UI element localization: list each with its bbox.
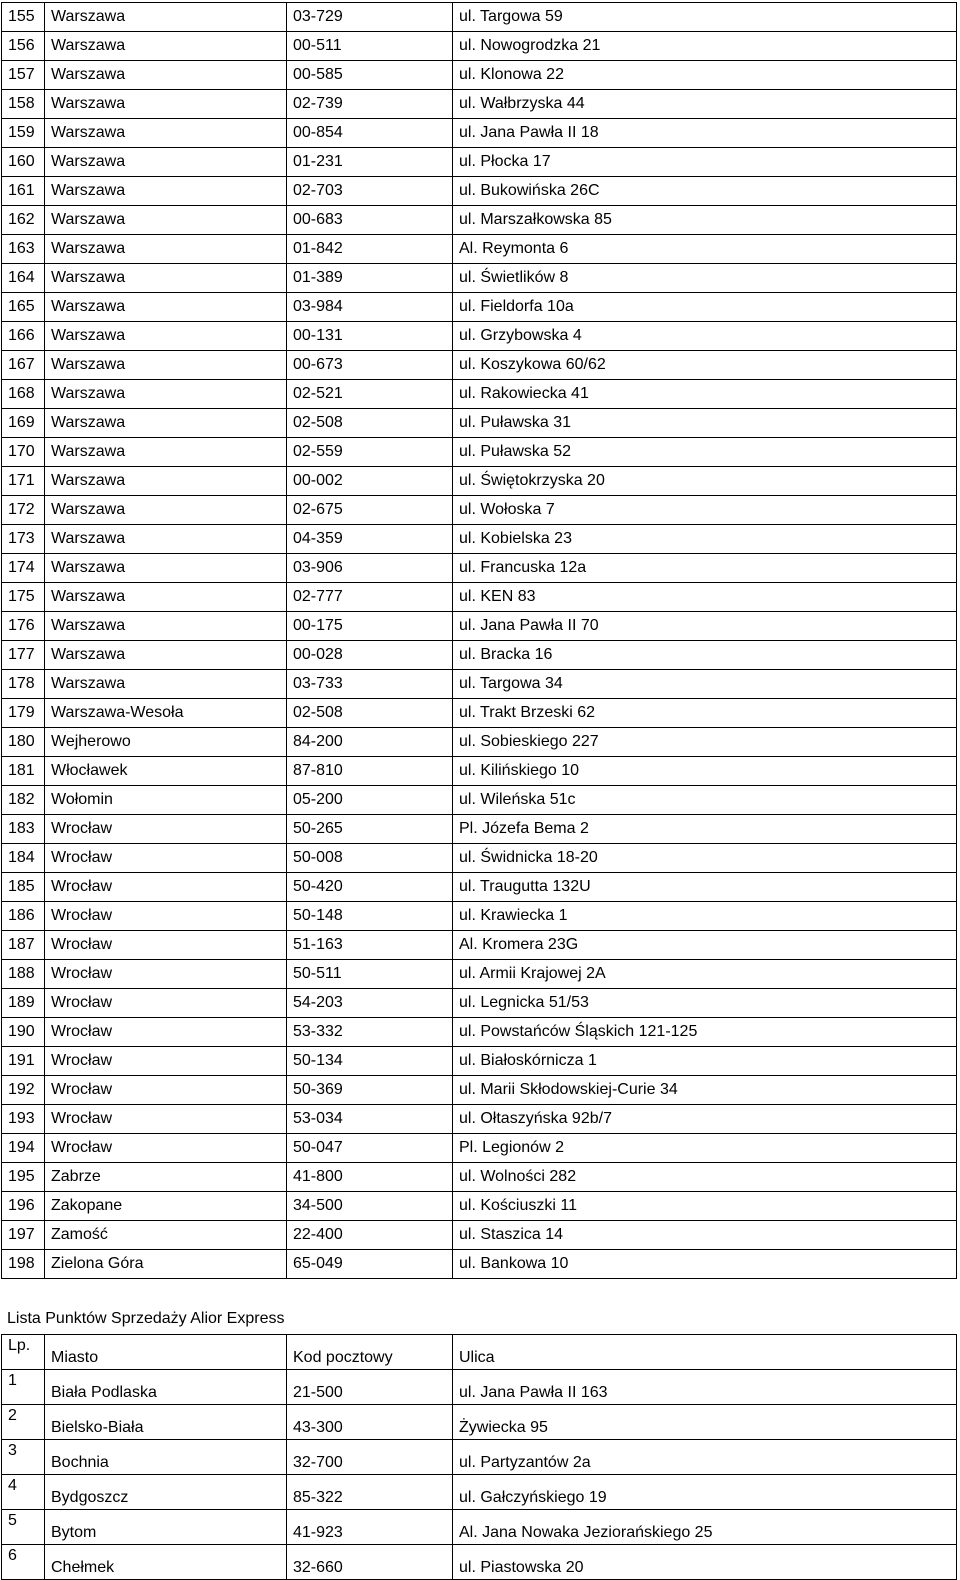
cell-city: Wejherowo — [45, 728, 287, 757]
cell-city: Wrocław — [45, 815, 287, 844]
cell-number: 4 — [2, 1475, 45, 1510]
cell-street: ul. Jana Pawła II 70 — [453, 612, 957, 641]
table-row — [2, 1405, 957, 1440]
cell-city: Warszawa — [45, 61, 287, 90]
table-row — [2, 554, 957, 583]
cell-city: Wrocław — [45, 1018, 287, 1047]
table-row — [2, 931, 957, 960]
table-row — [2, 525, 957, 554]
cell-postal-code: 41-923 — [287, 1510, 453, 1545]
cell-street: Żywiecka 95 — [453, 1405, 957, 1440]
cell-number: 176 — [2, 612, 45, 641]
cell-street: ul. Piastowska 20 — [453, 1545, 957, 1580]
table-row — [2, 467, 957, 496]
cell-street: ul. Puławska 52 — [453, 438, 957, 467]
cell-postal-code: 51-163 — [287, 931, 453, 960]
cell-number: 190 — [2, 1018, 45, 1047]
cell-postal-code: 02-508 — [287, 409, 453, 438]
cell-street: ul. Sobieskiego 227 — [453, 728, 957, 757]
cell-postal-code: 50-420 — [287, 873, 453, 902]
cell-postal-code: 02-508 — [287, 699, 453, 728]
cell-postal-code: 00-002 — [287, 467, 453, 496]
table-row — [2, 786, 957, 815]
header-city: Miasto — [45, 1335, 287, 1370]
table-row — [2, 670, 957, 699]
cell-number: 157 — [2, 61, 45, 90]
cell-number: 182 — [2, 786, 45, 815]
table-row — [2, 1250, 957, 1279]
cell-city: Zakopane — [45, 1192, 287, 1221]
cell-number: 5 — [2, 1510, 45, 1545]
table-row — [2, 641, 957, 670]
cell-postal-code: 50-008 — [287, 844, 453, 873]
cell-number: 167 — [2, 351, 45, 380]
branch-list-body — [2, 3, 957, 1279]
cell-street: ul. Jana Pawła II 163 — [453, 1370, 957, 1405]
cell-city: Warszawa — [45, 670, 287, 699]
cell-number: 1 — [2, 1370, 45, 1405]
cell-number: 184 — [2, 844, 45, 873]
cell-street: ul. Jana Pawła II 18 — [453, 119, 957, 148]
cell-street: ul. Świetlików 8 — [453, 264, 957, 293]
cell-postal-code: 03-733 — [287, 670, 453, 699]
cell-city: Warszawa-Wesoła — [45, 699, 287, 728]
table-row — [2, 1545, 957, 1580]
cell-street: ul. Marii Skłodowskiej-Curie 34 — [453, 1076, 957, 1105]
cell-number: 162 — [2, 206, 45, 235]
cell-street: Pl. Legionów 2 — [453, 1134, 957, 1163]
table-row — [2, 1134, 957, 1163]
cell-number: 197 — [2, 1221, 45, 1250]
table-row — [2, 293, 957, 322]
cell-street: ul. Nowogrodzka 21 — [453, 32, 957, 61]
cell-number: 158 — [2, 90, 45, 119]
cell-number: 195 — [2, 1163, 45, 1192]
cell-city: Wołomin — [45, 786, 287, 815]
cell-city: Wrocław — [45, 1076, 287, 1105]
cell-city: Bytom — [45, 1510, 287, 1545]
table-row — [2, 1047, 957, 1076]
cell-street: Pl. Józefa Bema 2 — [453, 815, 957, 844]
cell-postal-code: 00-511 — [287, 32, 453, 61]
cell-city: Warszawa — [45, 380, 287, 409]
cell-number: 175 — [2, 583, 45, 612]
cell-postal-code: 43-300 — [287, 1405, 453, 1440]
cell-street: ul. Targowa 34 — [453, 670, 957, 699]
cell-postal-code: 32-660 — [287, 1545, 453, 1580]
table-row — [2, 1076, 957, 1105]
table-row — [2, 3, 957, 32]
cell-number: 179 — [2, 699, 45, 728]
cell-postal-code: 22-400 — [287, 1221, 453, 1250]
cell-postal-code: 50-265 — [287, 815, 453, 844]
cell-city: Warszawa — [45, 351, 287, 380]
cell-city: Warszawa — [45, 119, 287, 148]
cell-postal-code: 32-700 — [287, 1440, 453, 1475]
cell-city: Wrocław — [45, 989, 287, 1018]
cell-postal-code: 50-369 — [287, 1076, 453, 1105]
cell-street: ul. Puławska 31 — [453, 409, 957, 438]
cell-street: ul. Grzybowska 4 — [453, 322, 957, 351]
cell-city: Wrocław — [45, 844, 287, 873]
cell-postal-code: 53-332 — [287, 1018, 453, 1047]
header-street: Ulica — [453, 1335, 957, 1370]
cell-street: ul. Białoskórnicza 1 — [453, 1047, 957, 1076]
cell-number: 165 — [2, 293, 45, 322]
cell-city: Bydgoszcz — [45, 1475, 287, 1510]
cell-city: Warszawa — [45, 90, 287, 119]
table-row — [2, 728, 957, 757]
table-row — [2, 32, 957, 61]
cell-number: 164 — [2, 264, 45, 293]
table-row — [2, 496, 957, 525]
cell-postal-code: 65-049 — [287, 1250, 453, 1279]
table-row — [2, 90, 957, 119]
cell-postal-code: 50-148 — [287, 902, 453, 931]
cell-street: ul. Świętokrzyska 20 — [453, 467, 957, 496]
cell-street: ul. Płocka 17 — [453, 148, 957, 177]
branch-list-table — [1, 2, 957, 1279]
cell-postal-code: 02-559 — [287, 438, 453, 467]
table-row — [2, 264, 957, 293]
cell-street: ul. Kobielska 23 — [453, 525, 957, 554]
cell-postal-code: 03-729 — [287, 3, 453, 32]
cell-city: Wrocław — [45, 873, 287, 902]
table-row — [2, 1163, 957, 1192]
cell-city: Warszawa — [45, 3, 287, 32]
cell-postal-code: 85-322 — [287, 1475, 453, 1510]
cell-street: ul. Kościuszki 11 — [453, 1192, 957, 1221]
cell-street: ul. Francuska 12a — [453, 554, 957, 583]
cell-street: ul. Świdnicka 18-20 — [453, 844, 957, 873]
cell-street: ul. Trakt Brzeski 62 — [453, 699, 957, 728]
table-row — [2, 351, 957, 380]
cell-street: Al. Reymonta 6 — [453, 235, 957, 264]
cell-street: ul. Bankowa 10 — [453, 1250, 957, 1279]
cell-city: Wrocław — [45, 902, 287, 931]
cell-postal-code: 02-521 — [287, 380, 453, 409]
cell-street: ul. Fieldorfa 10a — [453, 293, 957, 322]
cell-city: Warszawa — [45, 148, 287, 177]
table-row — [2, 1475, 957, 1510]
cell-postal-code: 41-800 — [287, 1163, 453, 1192]
cell-street: ul. KEN 83 — [453, 583, 957, 612]
cell-city: Warszawa — [45, 496, 287, 525]
cell-city: Wrocław — [45, 931, 287, 960]
table-row — [2, 380, 957, 409]
cell-number: 172 — [2, 496, 45, 525]
header-lp: Lp. — [2, 1335, 45, 1370]
cell-postal-code: 02-777 — [287, 583, 453, 612]
cell-city: Wrocław — [45, 960, 287, 989]
table-row — [2, 757, 957, 786]
cell-number: 155 — [2, 3, 45, 32]
cell-postal-code: 53-034 — [287, 1105, 453, 1134]
cell-postal-code: 05-200 — [287, 786, 453, 815]
table-row — [2, 438, 957, 467]
cell-number: 163 — [2, 235, 45, 264]
table-row — [2, 815, 957, 844]
cell-street: ul. Wolności 282 — [453, 1163, 957, 1192]
cell-street: ul. Targowa 59 — [453, 3, 957, 32]
cell-city: Warszawa — [45, 467, 287, 496]
cell-city: Włocławek — [45, 757, 287, 786]
cell-postal-code: 02-675 — [287, 496, 453, 525]
cell-postal-code: 04-359 — [287, 525, 453, 554]
cell-number: 189 — [2, 989, 45, 1018]
cell-postal-code: 02-703 — [287, 177, 453, 206]
cell-number: 169 — [2, 409, 45, 438]
cell-city: Warszawa — [45, 235, 287, 264]
cell-city: Chełmek — [45, 1545, 287, 1580]
cell-postal-code: 50-134 — [287, 1047, 453, 1076]
table-row — [2, 322, 957, 351]
cell-number: 177 — [2, 641, 45, 670]
cell-number: 166 — [2, 322, 45, 351]
cell-postal-code: 00-854 — [287, 119, 453, 148]
cell-city: Warszawa — [45, 264, 287, 293]
table-row — [2, 844, 957, 873]
cell-street: Al. Kromera 23G — [453, 931, 957, 960]
table-row — [2, 1370, 957, 1405]
cell-number: 181 — [2, 757, 45, 786]
cell-city: Warszawa — [45, 612, 287, 641]
cell-postal-code: 50-047 — [287, 1134, 453, 1163]
cell-postal-code: 01-389 — [287, 264, 453, 293]
table-row — [2, 206, 957, 235]
cell-number: 170 — [2, 438, 45, 467]
cell-postal-code: 00-585 — [287, 61, 453, 90]
cell-postal-code: 02-739 — [287, 90, 453, 119]
cell-postal-code: 00-683 — [287, 206, 453, 235]
table-row — [2, 177, 957, 206]
cell-city: Warszawa — [45, 554, 287, 583]
table-row — [2, 1510, 957, 1545]
cell-street: ul. Marszałkowska 85 — [453, 206, 957, 235]
table-row — [2, 612, 957, 641]
table-row — [2, 1192, 957, 1221]
table-row — [2, 1018, 957, 1047]
section-title: Lista Punktów Sprzedaży Alior Express — [7, 1310, 285, 1327]
header-postal-code: Kod pocztowy — [287, 1335, 453, 1370]
cell-street: ul. Bukowińska 26C — [453, 177, 957, 206]
cell-city: Warszawa — [45, 206, 287, 235]
cell-street: Al. Jana Nowaka Jeziorańskiego 25 — [453, 1510, 957, 1545]
cell-street: ul. Kilińskiego 10 — [453, 757, 957, 786]
table-row — [2, 119, 957, 148]
table-row — [2, 1221, 957, 1250]
cell-city: Warszawa — [45, 409, 287, 438]
cell-city: Warszawa — [45, 177, 287, 206]
cell-number: 161 — [2, 177, 45, 206]
cell-city: Bielsko-Biała — [45, 1405, 287, 1440]
cell-number: 173 — [2, 525, 45, 554]
cell-number: 196 — [2, 1192, 45, 1221]
table-row — [2, 1440, 957, 1475]
cell-street: ul. Wałbrzyska 44 — [453, 90, 957, 119]
cell-number: 193 — [2, 1105, 45, 1134]
cell-city: Wrocław — [45, 1134, 287, 1163]
cell-number: 188 — [2, 960, 45, 989]
cell-city: Wrocław — [45, 1047, 287, 1076]
cell-city: Biała Podlaska — [45, 1370, 287, 1405]
table-row — [2, 409, 957, 438]
cell-postal-code: 84-200 — [287, 728, 453, 757]
cell-number: 187 — [2, 931, 45, 960]
cell-city: Wrocław — [45, 1105, 287, 1134]
cell-city: Warszawa — [45, 32, 287, 61]
cell-number: 191 — [2, 1047, 45, 1076]
cell-street: ul. Wołoska 7 — [453, 496, 957, 525]
cell-number: 185 — [2, 873, 45, 902]
cell-number: 159 — [2, 119, 45, 148]
cell-street: ul. Gałczyńskiego 19 — [453, 1475, 957, 1510]
cell-number: 156 — [2, 32, 45, 61]
express-points-body — [2, 1370, 957, 1580]
cell-postal-code: 50-511 — [287, 960, 453, 989]
cell-number: 186 — [2, 902, 45, 931]
cell-city: Warszawa — [45, 583, 287, 612]
cell-number: 174 — [2, 554, 45, 583]
cell-number: 194 — [2, 1134, 45, 1163]
cell-city: Zabrze — [45, 1163, 287, 1192]
cell-number: 168 — [2, 380, 45, 409]
express-points-table — [1, 1334, 957, 1580]
cell-city: Zielona Góra — [45, 1250, 287, 1279]
cell-city: Warszawa — [45, 641, 287, 670]
table-row — [2, 235, 957, 264]
cell-postal-code: 00-028 — [287, 641, 453, 670]
cell-number: 160 — [2, 148, 45, 177]
cell-postal-code: 01-842 — [287, 235, 453, 264]
cell-street: ul. Klonowa 22 — [453, 61, 957, 90]
cell-city: Warszawa — [45, 293, 287, 322]
cell-street: ul. Rakowiecka 41 — [453, 380, 957, 409]
table-row — [2, 873, 957, 902]
cell-postal-code: 21-500 — [287, 1370, 453, 1405]
cell-street: ul. Legnicka 51/53 — [453, 989, 957, 1018]
cell-number: 3 — [2, 1440, 45, 1475]
cell-postal-code: 87-810 — [287, 757, 453, 786]
cell-street: ul. Armii Krajowej 2A — [453, 960, 957, 989]
table-row — [2, 902, 957, 931]
cell-number: 192 — [2, 1076, 45, 1105]
cell-city: Warszawa — [45, 525, 287, 554]
cell-street: ul. Ołtaszyńska 92b/7 — [453, 1105, 957, 1134]
cell-city: Warszawa — [45, 438, 287, 467]
table-row — [2, 1105, 957, 1134]
cell-street: ul. Staszica 14 — [453, 1221, 957, 1250]
cell-street: ul. Traugutta 132U — [453, 873, 957, 902]
cell-postal-code: 00-131 — [287, 322, 453, 351]
table-header-row — [2, 1335, 957, 1370]
cell-postal-code: 00-673 — [287, 351, 453, 380]
cell-street: ul. Koszykowa 60/62 — [453, 351, 957, 380]
cell-postal-code: 01-231 — [287, 148, 453, 177]
table-row — [2, 61, 957, 90]
cell-postal-code: 03-906 — [287, 554, 453, 583]
cell-number: 180 — [2, 728, 45, 757]
cell-number: 6 — [2, 1545, 45, 1580]
table-row — [2, 583, 957, 612]
cell-postal-code: 00-175 — [287, 612, 453, 641]
table-row — [2, 960, 957, 989]
cell-number: 183 — [2, 815, 45, 844]
cell-postal-code: 34-500 — [287, 1192, 453, 1221]
cell-number: 198 — [2, 1250, 45, 1279]
cell-street: ul. Krawiecka 1 — [453, 902, 957, 931]
cell-postal-code: 54-203 — [287, 989, 453, 1018]
table-row — [2, 989, 957, 1018]
cell-street: ul. Wileńska 51c — [453, 786, 957, 815]
cell-number: 178 — [2, 670, 45, 699]
cell-city: Bochnia — [45, 1440, 287, 1475]
cell-street: ul. Powstańców Śląskich 121-125 — [453, 1018, 957, 1047]
cell-postal-code: 03-984 — [287, 293, 453, 322]
cell-street: ul. Bracka 16 — [453, 641, 957, 670]
table-row — [2, 148, 957, 177]
table-row — [2, 699, 957, 728]
cell-number: 2 — [2, 1405, 45, 1440]
cell-city: Warszawa — [45, 322, 287, 351]
cell-city: Zamość — [45, 1221, 287, 1250]
cell-street: ul. Partyzantów 2a — [453, 1440, 957, 1475]
cell-number: 171 — [2, 467, 45, 496]
